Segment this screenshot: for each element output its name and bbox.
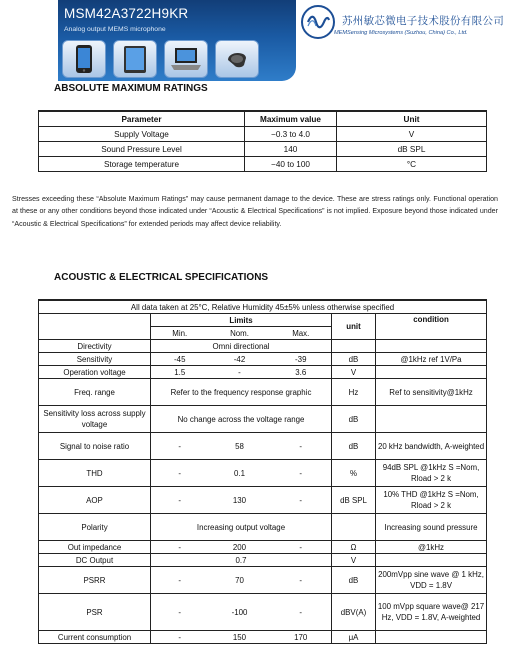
param-cell: Out impedance [39,541,151,554]
cond-cell [376,366,487,379]
header-limits: Limits [151,314,332,327]
max-cell: -39 [271,353,332,366]
company-name-cn: 苏州敏芯微电子技术股份有限公司 [342,15,504,27]
value-span-cell: Refer to the frequency response graphic [151,379,332,406]
headset-icon [215,40,259,78]
unit-cell [332,514,376,541]
nom-cell: -42 [209,353,271,366]
max-cell: - [271,460,332,487]
acoustic-title: ACOUSTIC & ELECTRICAL SPECIFICATIONS [54,272,269,283]
max-cell: - [271,541,332,554]
row-sensitivity [39,353,487,366]
row-directivity [39,340,487,353]
caption-row [39,300,487,314]
laptop-icon [164,40,208,78]
nom-cell: -100 [209,594,271,631]
max-cell: - [271,487,332,514]
cond-cell [376,631,487,644]
row-sensitivity-loss [39,406,487,433]
unit-cell: % [332,460,376,487]
row-polarity [39,514,487,541]
row-psr [39,594,487,631]
header-condition: condition [376,314,487,340]
min-cell: -45 [151,353,209,366]
max-cell: - [271,433,332,460]
max-cell: 170 [271,631,332,644]
header-param-blank [39,314,151,340]
param-cell: Polarity [39,514,151,541]
param-cell: Storage temperature [39,157,245,172]
max-cell: 3.6 [271,366,332,379]
unit-cell: dB [332,406,376,433]
row-freq-range [39,379,487,406]
row-psrr [39,567,487,594]
company-name-en: MEMSensing Microsystems (Suzhou, China) Co., Ltd. [334,30,468,36]
nom-cell: 200 [209,541,271,554]
tablet-icon [113,40,157,78]
unit-cell: V [332,554,376,567]
cond-cell: @1kHz [376,541,487,554]
header-nom: Nom. [209,327,271,340]
table-row [39,142,487,157]
nom-cell: 130 [209,487,271,514]
param-cell: Directivity [39,340,151,353]
header-max: Max. [271,327,332,340]
unit-cell: °C [337,157,487,172]
param-cell: Sensitivity loss across supply voltage [39,406,151,433]
unit-cell: dB [332,433,376,460]
param-cell: Current consumption [39,631,151,644]
unit-cell: μA [332,631,376,644]
header-unit: Unit [337,111,487,127]
param-cell: Supply Voltage [39,127,245,142]
cond-cell: @1kHz ref 1V/Pa [376,353,487,366]
param-cell: Operation voltage [39,366,151,379]
header-unit: unit [332,314,376,340]
nom-cell: 70 [209,567,271,594]
min-cell: - [151,541,209,554]
row-aop [39,487,487,514]
value-span-cell: Increasing output voltage [151,514,332,541]
min-cell: - [151,567,209,594]
param-cell: DC Output [39,554,151,567]
table-row [39,127,487,142]
row-thd [39,460,487,487]
param-cell: Freq. range [39,379,151,406]
row-operation-voltage [39,366,487,379]
value-span-cell: Omni directional [151,340,332,353]
unit-cell: Hz [332,379,376,406]
value-span-cell: No change across the voltage range [151,406,332,433]
cond-cell: 94dB SPL @1kHz S =Nom, Rload > 2 k [376,460,487,487]
value-span-cell: 0.7 [151,554,332,567]
cond-cell [376,406,487,433]
unit-cell: dB SPL [337,142,487,157]
max-cell: - [271,594,332,631]
cond-cell: Increasing sound pressure [376,514,487,541]
min-cell: - [151,631,209,644]
unit-cell: dB [332,567,376,594]
param-cell: Sound Pressure Level [39,142,245,157]
cond-cell: Ref to sensitivity@1kHz [376,379,487,406]
row-snr [39,433,487,460]
header-min: Min. [151,327,209,340]
unit-cell [332,340,376,353]
stress-note: Stresses exceeding these “Absolute Maximum Ratings” may cause permanent damage to the device. These are stress ratings only. Functional operation at these or any other conditions beyond those indicated under “Acoustic & Electrical Specifications” is not implied. Exposure beyond those indicated under “Acoustic & Electrical Specifications” for extended periods may affect device reliability. [12,195,498,228]
param-cell: AOP [39,487,151,514]
row-current [39,631,487,644]
nom-cell: 0.1 [209,460,271,487]
value-cell: −0.3 to 4.0 [245,127,337,142]
unit-cell: dBV(A) [332,594,376,631]
company-logo [300,4,336,40]
unit-cell: Ω [332,541,376,554]
table-header-row [39,111,487,127]
min-cell: 1.5 [151,366,209,379]
header-parameter: Parameter [39,111,245,127]
cond-cell: 10% THD @1kHz S =Nom, Rload > 2 k [376,487,487,514]
abs-max-table [38,110,487,172]
cond-cell [376,554,487,567]
cond-cell: 20 kHz bandwidth, A-weighted [376,433,487,460]
product-icons [62,40,259,78]
product-subtitle: Analog output MEMS microphone [64,26,166,33]
smartphone-icon [62,40,106,78]
param-cell: PSR [39,594,151,631]
acoustic-spec-table [38,299,487,644]
abs-max-title: ABSOLUTE MAXIMUM RATINGS [54,83,208,94]
min-cell: - [151,460,209,487]
header-banner [58,0,296,81]
cond-cell: 100 mVpp square wave@ 217 Hz, VDD = 1.8V, A-weighted [376,594,487,631]
part-number: MSM42A3722H9KR [64,6,189,21]
header-row [39,314,487,327]
max-cell: - [271,567,332,594]
min-cell: - [151,433,209,460]
unit-cell: dB SPL [332,487,376,514]
cond-cell: 200mVpp sine wave @ 1 kHz, VDD = 1.8V [376,567,487,594]
row-out-impedance [39,541,487,554]
param-cell: PSRR [39,567,151,594]
nom-cell: - [209,366,271,379]
cond-cell [376,340,487,353]
unit-cell: V [337,127,487,142]
nom-cell: 58 [209,433,271,460]
min-cell: - [151,487,209,514]
value-cell: 140 [245,142,337,157]
row-dc-output [39,554,487,567]
table-row [39,157,487,172]
table-caption: All data taken at 25°C, Relative Humidity 45±5% unless otherwise specified [39,300,487,314]
unit-cell: dB [332,353,376,366]
value-cell: −40 to 100 [245,157,337,172]
unit-cell: V [332,366,376,379]
nom-cell: 150 [209,631,271,644]
param-cell: Sensitivity [39,353,151,366]
param-cell: THD [39,460,151,487]
param-cell: Signal to noise ratio [39,433,151,460]
min-cell: - [151,594,209,631]
header-max-value: Maximum value [245,111,337,127]
